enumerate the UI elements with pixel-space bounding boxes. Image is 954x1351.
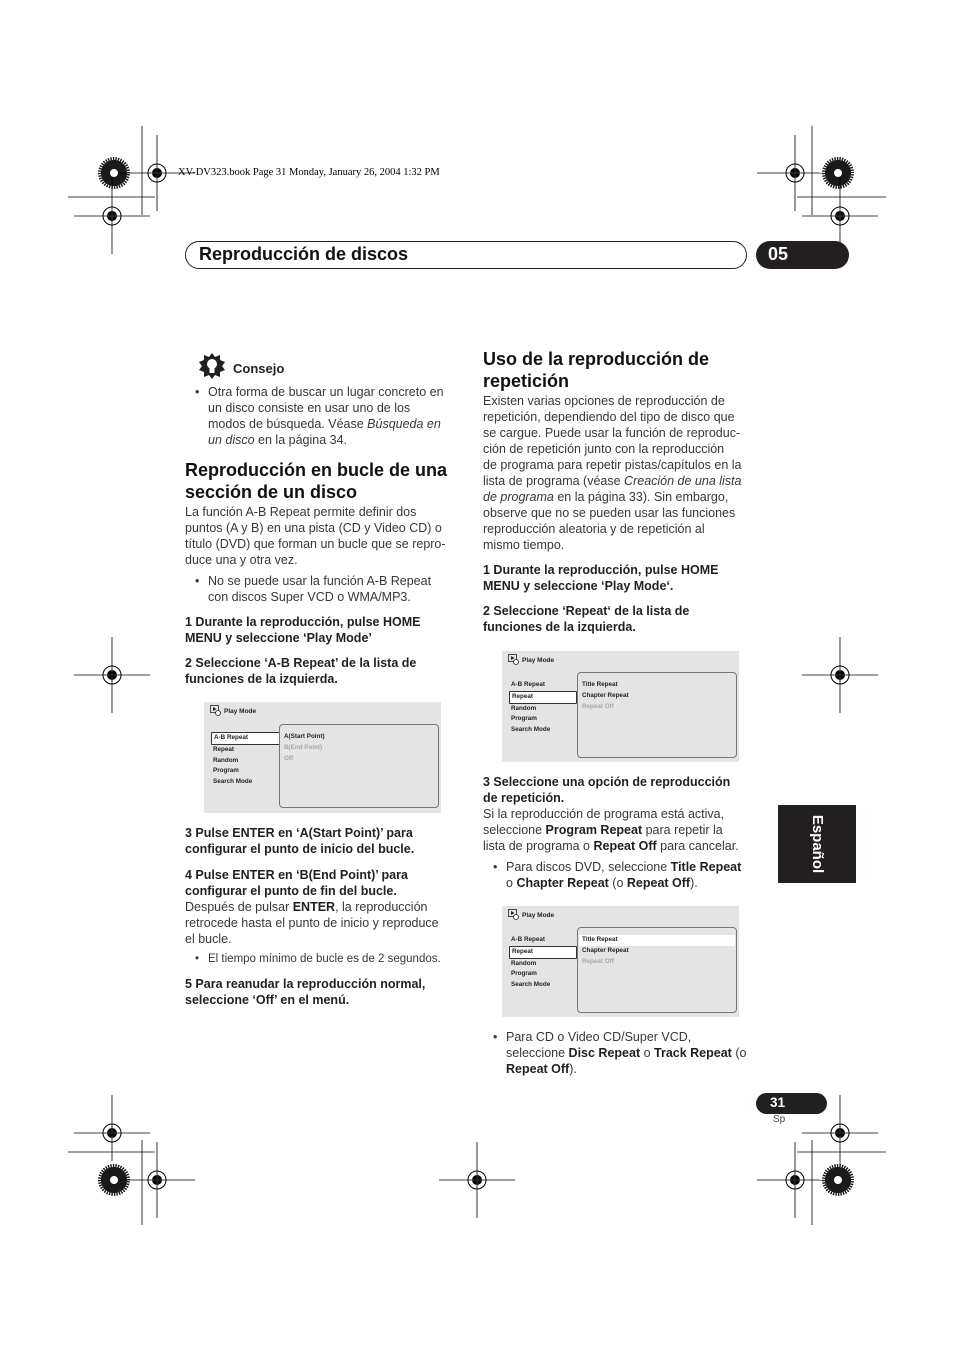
menu-item[interactable]: Repeat bbox=[509, 946, 577, 959]
ab-repeat-note: • No se puede usar la función A-B Repeat con discos Super VCD o WMA/MP3. bbox=[208, 573, 431, 605]
ab-step-4-detail: Después de pulsar ENTER, la reproducción retrocede hasta el punto de inicio y reproduce el bucle. bbox=[185, 900, 439, 946]
option-item[interactable]: Title Repeat bbox=[582, 681, 618, 688]
options-list bbox=[579, 935, 735, 967]
function-list bbox=[211, 732, 283, 788]
option-item[interactable]: Title Repeat bbox=[579, 935, 735, 946]
menu-item[interactable]: Program bbox=[213, 767, 239, 775]
menu-item[interactable]: Search Mode bbox=[511, 726, 551, 734]
play-mode-screen-repeat-title bbox=[502, 906, 739, 1017]
option-item[interactable]: B(End Point) bbox=[284, 743, 323, 751]
menu-item[interactable]: Search Mode bbox=[511, 981, 551, 989]
repeat-step-2: 2 Seleccione ‘Repeat‘ de la lista de funciones de la izquierda. bbox=[483, 604, 690, 634]
menu-item[interactable]: Random bbox=[511, 704, 537, 712]
page-number: 31 bbox=[770, 1095, 786, 1110]
screen-title: Play Mode bbox=[522, 657, 555, 664]
ab-step-3: 3 Pulse ENTER en ‘A(Start Point)’ para configurar el punto de inicio del bucle. bbox=[185, 826, 415, 856]
tip-bullet: • Otra forma de buscar un lugar concreto en un disco consiste en usar uno de los modos de búsqueda. Véase Búsqueda en un disco en la página 34. bbox=[208, 384, 468, 448]
page-number-badge bbox=[756, 1093, 827, 1114]
ab-repeat-intro: La función A-B Repeat permite definir dos puntos (A y B) en una pista (CD y Video CD) o título (DVD) que forman un bucle que se repro- duce una y otra vez. bbox=[185, 505, 446, 567]
option-item[interactable]: Repeat Off bbox=[582, 702, 614, 710]
min-loop-note: • El tiempo mínimo de bucle es de 2 segundos. bbox=[208, 951, 441, 967]
play-mode-screen-ab bbox=[204, 702, 441, 813]
play-mode-screen-repeat bbox=[502, 651, 739, 762]
lightbulb-icon bbox=[198, 352, 226, 380]
play-mode-icon bbox=[508, 909, 519, 920]
option-item[interactable]: Chapter Repeat bbox=[582, 946, 629, 954]
cd-bullet: • Para CD o Video CD/Super VCD, seleccione Disc Repeat o Track Repeat (o Repeat Off). bbox=[506, 1029, 746, 1077]
ab-step-1: 1 Durante la reproducción, pulse HOME MENU y seleccione ‘Play Mode’ bbox=[185, 615, 421, 645]
repeat-intro: Existen varias opciones de reproducción de repetición, dependiendo del tipo de disco que se cargue. Puede usar la función de reproduc- ción de repetición junto con la reproducción de programa para repetir pistas/capítulos en la lista de programa (véase Creación de una lista de programa en la página 33). Sin embargo, observe que no se pueden usar las funciones reproducción aleatoria y de repetición al mismo tiempo. bbox=[483, 394, 742, 552]
menu-item[interactable]: Random bbox=[213, 756, 239, 764]
repeat-step-3-detail: Si la reproducción de programa está activa, seleccione Program Repeat para repetir la lista de programa o Repeat Off para cancelar. bbox=[483, 807, 739, 853]
language-tab-label: Español bbox=[809, 814, 826, 874]
option-item[interactable]: A(Start Point) bbox=[284, 733, 325, 740]
repeat-step-1: 1 Durante la reproducción, pulse HOME MENU y seleccione ‘Play Mode‘. bbox=[483, 563, 719, 593]
chapter-number: 05 bbox=[768, 244, 789, 264]
play-mode-icon bbox=[210, 705, 221, 716]
options-list bbox=[579, 680, 733, 712]
ab-step-4: 4 Pulse ENTER en ‘B(End Point)’ para configurar el punto de fin del bucle. bbox=[185, 868, 408, 898]
ab-step-2: 2 Seleccione ‘A-B Repeat’ de la lista de funciones de la izquierda. bbox=[185, 656, 417, 686]
repeat-step-3: 3 Seleccione una opción de reproducción de repetición. bbox=[483, 775, 731, 805]
menu-item[interactable]: Program bbox=[511, 715, 537, 723]
options-list bbox=[281, 732, 435, 764]
play-mode-icon bbox=[508, 654, 519, 665]
menu-item[interactable]: A-B Repeat bbox=[211, 732, 283, 745]
option-item[interactable]: Off bbox=[284, 754, 294, 762]
page-language-code: Sp bbox=[773, 1114, 786, 1125]
menu-item[interactable]: Repeat bbox=[509, 691, 577, 704]
menu-item[interactable]: A-B Repeat bbox=[511, 936, 545, 943]
dvd-bullet: • Para discos DVD, seleccione Title Repeat o Chapter Repeat (o Repeat Off). bbox=[506, 859, 741, 891]
section-heading-ab-repeat: Reproducción en bucle de una sección de un disco bbox=[185, 460, 448, 502]
ab-step-5: 5 Para reanudar la reproducción normal, seleccione ‘Off’ en el menú. bbox=[185, 977, 426, 1007]
header-title: Reproducción de discos bbox=[199, 244, 409, 264]
function-list bbox=[509, 935, 577, 991]
menu-item[interactable]: Program bbox=[511, 970, 537, 978]
menu-item[interactable]: Search Mode bbox=[213, 778, 253, 786]
menu-item[interactable]: A-B Repeat bbox=[511, 681, 545, 688]
section-heading-repeat: Uso de la reproducción de repetición bbox=[483, 349, 710, 391]
screen-title: Play Mode bbox=[522, 912, 555, 919]
option-item[interactable]: Chapter Repeat bbox=[582, 691, 629, 699]
menu-item[interactable]: Repeat bbox=[213, 745, 234, 753]
option-item[interactable]: Repeat Off bbox=[582, 957, 614, 965]
screen-title: Play Mode bbox=[224, 708, 257, 715]
tip-label: Consejo bbox=[233, 361, 285, 376]
function-list bbox=[509, 680, 577, 736]
book-file-line: XV-DV323.book Page 31 Monday, January 26, 2004 1:32 PM bbox=[178, 167, 440, 178]
menu-item[interactable]: Random bbox=[511, 959, 537, 967]
